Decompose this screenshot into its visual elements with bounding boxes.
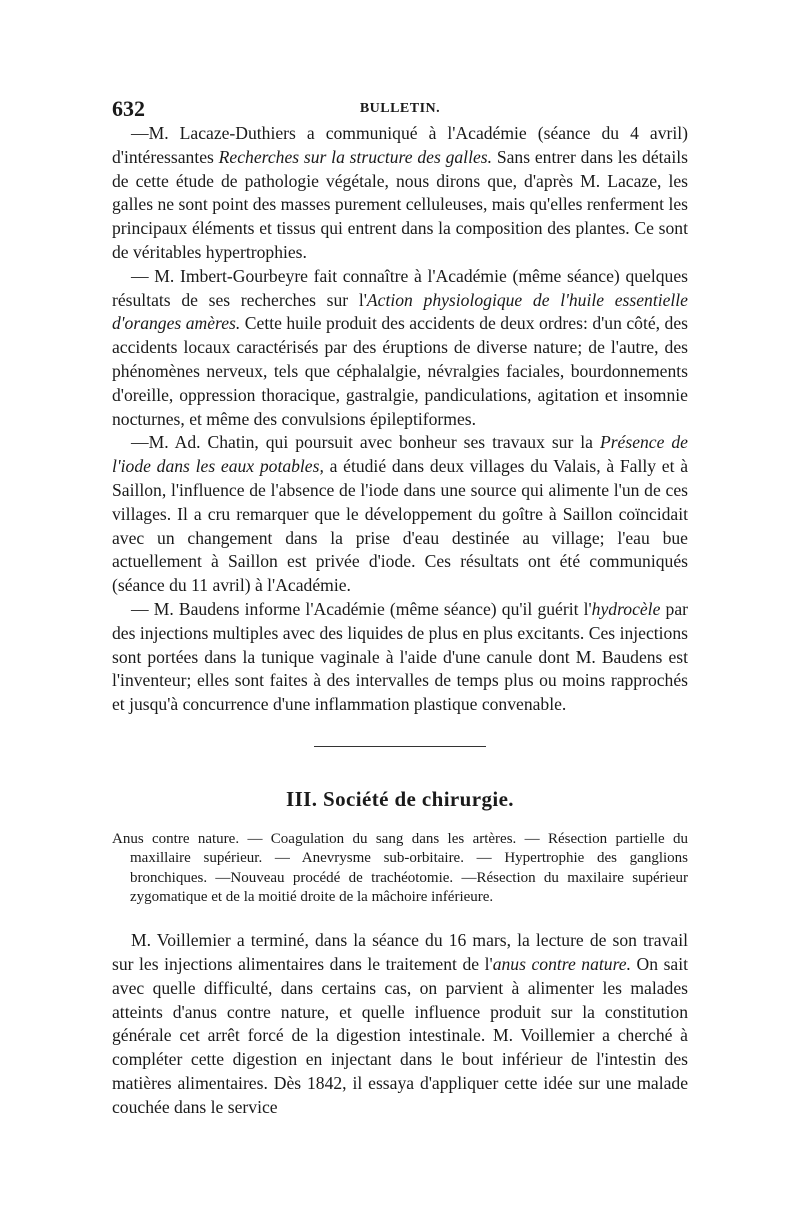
paragraph-baudens: — M. Baudens informe l'Académie (même séance) qu'il guérit l'hydrocèle par des injections multiples avec des liquides de plus en plus excitants. Ces injections sont portées dans la tunique vaginale à l'aide d'une canule dont M. Baudens est l'inventeur; elles sont faites à des intervalles de temps plus ou moins rapprochés et jusqu'à concurrence d'une inflammation plastique convenable. — [112, 598, 688, 715]
paragraph-lacaze-duthiers: —M. Lacaze-Duthiers a communiqué à l'Académie (séance du 4 avril) d'intéressantes Recherches sur la structure des galles. Sans entrer dans les détails de cette étude de pathologie végétale, nous dirons que, d'après M. Lacaze, les galles ne sont point des masses purement celluleuses, mais qu'elles renferment les principaux éléments et tissus qui entrent dans la composition des plantes. Ce sont de véritables hypertrophies. — [112, 123, 688, 262]
paragraph-voillemier: M. Voillemier a terminé, dans la séance du 16 mars, la lecture de son travail sur les injections alimentaires dans le traitement de l'anus contre nature. On sait avec quelle difficulté, dans certains cas, on parvient à alimenter les malades atteints d'anus contre nature, et quelle influence produit sur la constitution générale cet arrêt forcé de la digestion intestinale. M. Voillemier a cherché à compléter cette digestion en injectant dans le bout inférieur de l'intestin des matières alimentaires. Dès 1842, il essaya d'appliquer cette idée sur une malade couchée dans le service — [112, 930, 688, 1117]
page-number: 632 — [112, 96, 145, 121]
bulletin-text — [112, 122, 688, 717]
section-divider — [314, 746, 486, 747]
section-summary: Anus contre nature. — Coagulation du sang dans les artères. — Résection partielle du maxillaire supérieur. — Anevrysme sub-orbitaire. — Hypertrophie des ganglions bronchiques. —Nouveau procédé de trachéotomie. —Résection du maxilaire supérieur zygomatique et de la moitié droite de la mâchoire inférieure. — [112, 830, 688, 905]
paragraph-chatin: —M. Ad. Chatin, qui poursuit avec bonheur ses travaux sur la Présence de l'iode dans les eaux potables, a étudié dans deux villages du Valais, à Fally et à Saillon, l'influence de l'absence de l'iode dans une source qui alimente l'un de ces villages. Il a cru remarquer que le développement du goître à Saillon coïncidait avec un changement dans la prise d'eau destinée au village; l'eau bue actuellement à Saillon est privée d'iode. Ces résultats ont été communiqués (séance du 11 avril) à l'Académie. — [112, 432, 688, 596]
running-head: BULLETIN. — [359, 101, 441, 116]
section-text — [112, 929, 688, 1119]
page-header — [112, 96, 688, 122]
paragraph-imbert-gourbeyre: — M. Imbert-Gourbeyre fait connaître à l'Académie (même séance) quelques résultats de ses recherches sur l'Action physiologique de l'huile essentielle d'oranges amères. Cette huile produit des accidents de deux ordres: d'un côté, des accidents locaux caractérisés par des éruptions de diverse nature; de l'autre, des phénomènes nerveux, tels que céphalalgie, névralgies faciales, bourdonnements d'oreille, oppression thoracique, gastralgie, pandiculations, agitation et insomnie nocturnes, et même des convulsions épileptiformes. — [112, 265, 688, 429]
section-title: III. Société de chirurgie. — [286, 786, 514, 811]
book-page — [112, 96, 688, 1119]
